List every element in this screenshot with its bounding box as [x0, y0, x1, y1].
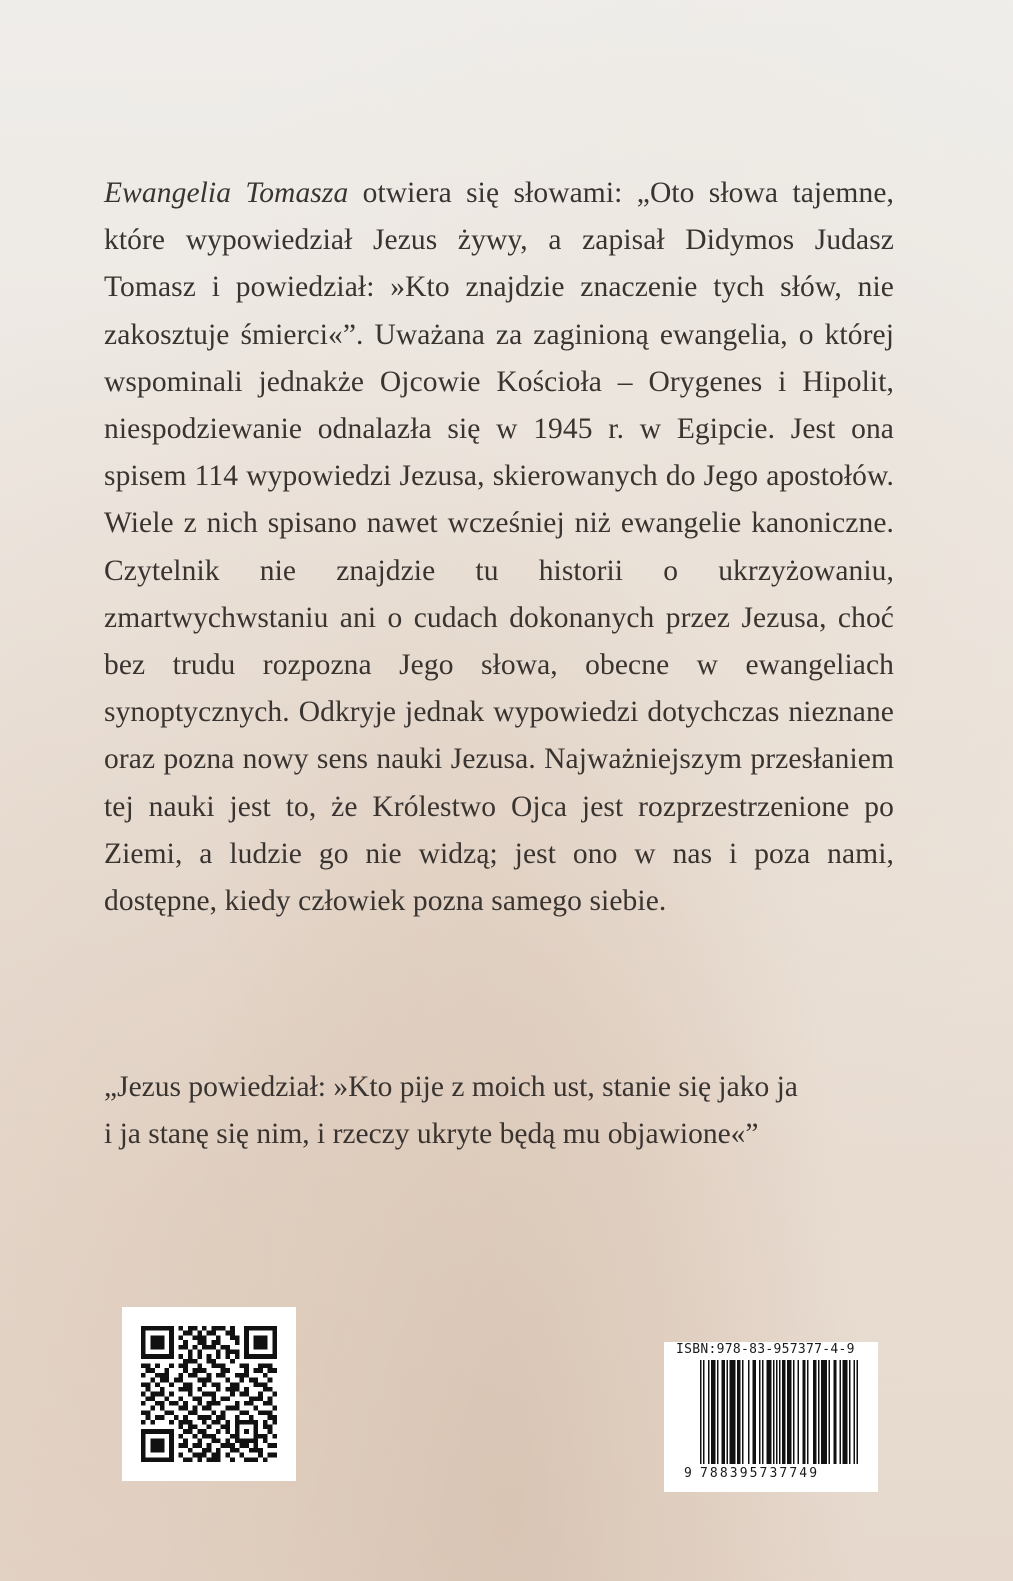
quote-line-1: „Jezus powiedział: »Kto pije z moich ust, stanie się jako ja [104, 1071, 798, 1103]
book-title-italic: Ewangelia Tomasza [104, 177, 349, 209]
blurb-text [104, 170, 894, 925]
qr-code-icon [141, 1326, 277, 1462]
barcode-lead-digit: 9 [684, 1466, 692, 1481]
barcode-icon [700, 1360, 872, 1464]
blurb-paragraph [104, 170, 894, 925]
barcode-digits: 788395737749 [700, 1466, 820, 1481]
quote-line-2: i ja stanę się nim, i rzeczy ukryte będą mu objawione«” [104, 1118, 759, 1151]
qr-code [122, 1307, 296, 1481]
isbn-barcode [664, 1342, 878, 1492]
isbn-label: ISBN:978-83-957377-4-9 [676, 1342, 855, 1357]
closing-quote [104, 1064, 904, 1158]
blurb-body: otwiera się słowami: „Oto słowa tajemne, które wypowiedział Jezus żywy, a zapisał Didymos Judasz Tomasz i powiedział: »Kto znajdzie znaczenie tych słów, nie zakosztuje śmierci«”. Uważana za zaginioną ewangelia, o której wspominali jednakże Ojcowie Kościoła – Orygenes i Hipolit, niespodziewanie odnalazła się w 1945 r. w Egipcie. Jest ona spisem 114 wypowiedzi Jezusa, skierowanych do Jego apostołów. Wiele z nich spisano nawet wcześniej niż ewangelie kanoniczne. Czytelnik nie znajdzie tu historii o ukrzyżowaniu, zmartwychwstaniu ani o cudach dokonanych przez Jezusa, choć bez trudu rozpozna Jego słowa, obecne w ewangeliach synoptycznych. Odkryje jednak wypowiedzi dotychczas nieznane oraz pozna nowy sens nauki Jezusa. Najważniejszym przesłaniem tej nauki jest to, że Królestwo Ojca jest rozprzestrzenione po Ziemi, a ludzie go nie widzą; jest ono w nas i poza nami, dostępne, kiedy człowiek pozna samego siebie. [104, 177, 894, 918]
